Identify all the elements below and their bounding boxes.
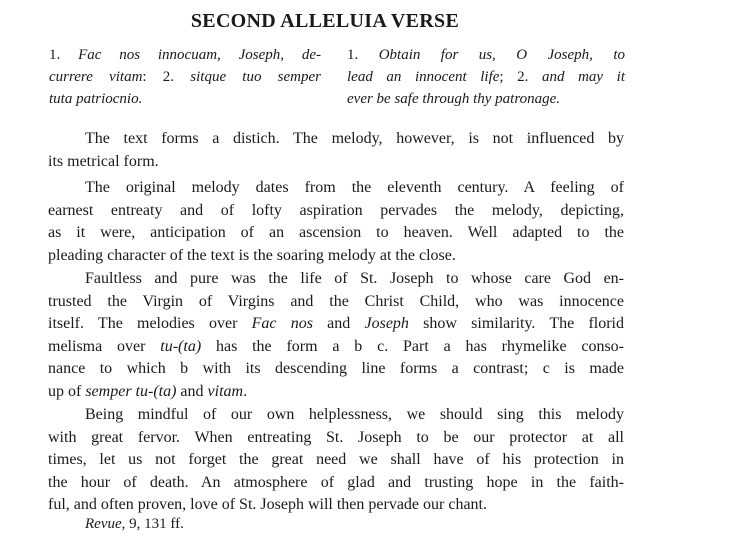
paragraph-line: Being mindful of our own helplessness, we should sing this melody <box>85 406 624 423</box>
latin-line: currere vitam: 2. sitque tuo semper <box>49 69 322 85</box>
latin-line: 1. Fac nos innocuam, Joseph, de- <box>49 47 321 63</box>
paragraph-line: Faultless and pure was the life of St. Joseph to whose care God en- <box>85 270 624 287</box>
paragraph-line: itself. The melodies over Fac nos and Joseph show similarity. The florid <box>48 315 624 332</box>
english-line: 1. Obtain for us, O Joseph, to <box>347 47 625 63</box>
paragraph-line: earnest entreaty and of lofty aspiration pervades the melody, depicting, <box>48 201 624 219</box>
latin-line: tuta patriocnio. <box>49 91 143 107</box>
paragraph-line: as it were, anticipation of an ascension to heaven. Well adapted to the <box>48 224 624 241</box>
paragraph-line: up of semper tu-(ta) and vitam. <box>48 382 248 400</box>
source-reference: Revue, 9, 131 ff. <box>85 516 184 532</box>
paragraph-line: The text forms a distich. The melody, however, is not influenced by <box>85 130 624 147</box>
paragraph-line: ful, and often proven, love of St. Joseph will then pervade our chant. <box>48 496 487 513</box>
paragraph-line: nance to which b with its descending line forms a contrast; c is made <box>48 360 624 377</box>
paragraph-exhortation <box>48 404 624 517</box>
paragraph-line: melisma over tu-(ta) has the form a b c. Part a has rhymelike conso- <box>48 337 625 355</box>
paragraph-distich <box>48 128 624 173</box>
paragraph-line: with great fervor. When entreating St. Joseph to be our protector at all <box>48 428 624 446</box>
english-line: ever be safe through thy patronage. <box>347 91 561 107</box>
latin-verse-text <box>49 44 321 110</box>
paragraph-line: its metrical form. <box>48 152 159 170</box>
verse-columns <box>49 44 625 114</box>
paragraph-line: the hour of death. An atmosphere of glad and trusting hope in the faith- <box>48 473 624 491</box>
paragraph-line: trusted the Virgin of Virgins and the Christ Child, who was innocence <box>48 292 624 310</box>
paragraph-analysis <box>48 268 624 403</box>
page-title: SECOND ALLELUIA VERSE <box>190 10 460 32</box>
paragraph-origin <box>48 177 624 267</box>
paragraph-line: times, let us not forget the great need we shall have of his protection in <box>48 451 624 468</box>
english-verse-translation <box>347 44 625 110</box>
paragraph-line: pleading character of the text is the soaring melody at the close. <box>48 246 456 264</box>
english-line: lead an innocent life; 2. and may it <box>347 69 625 85</box>
paragraph-line: The original melody dates from the eleventh century. A feeling of <box>85 179 624 196</box>
